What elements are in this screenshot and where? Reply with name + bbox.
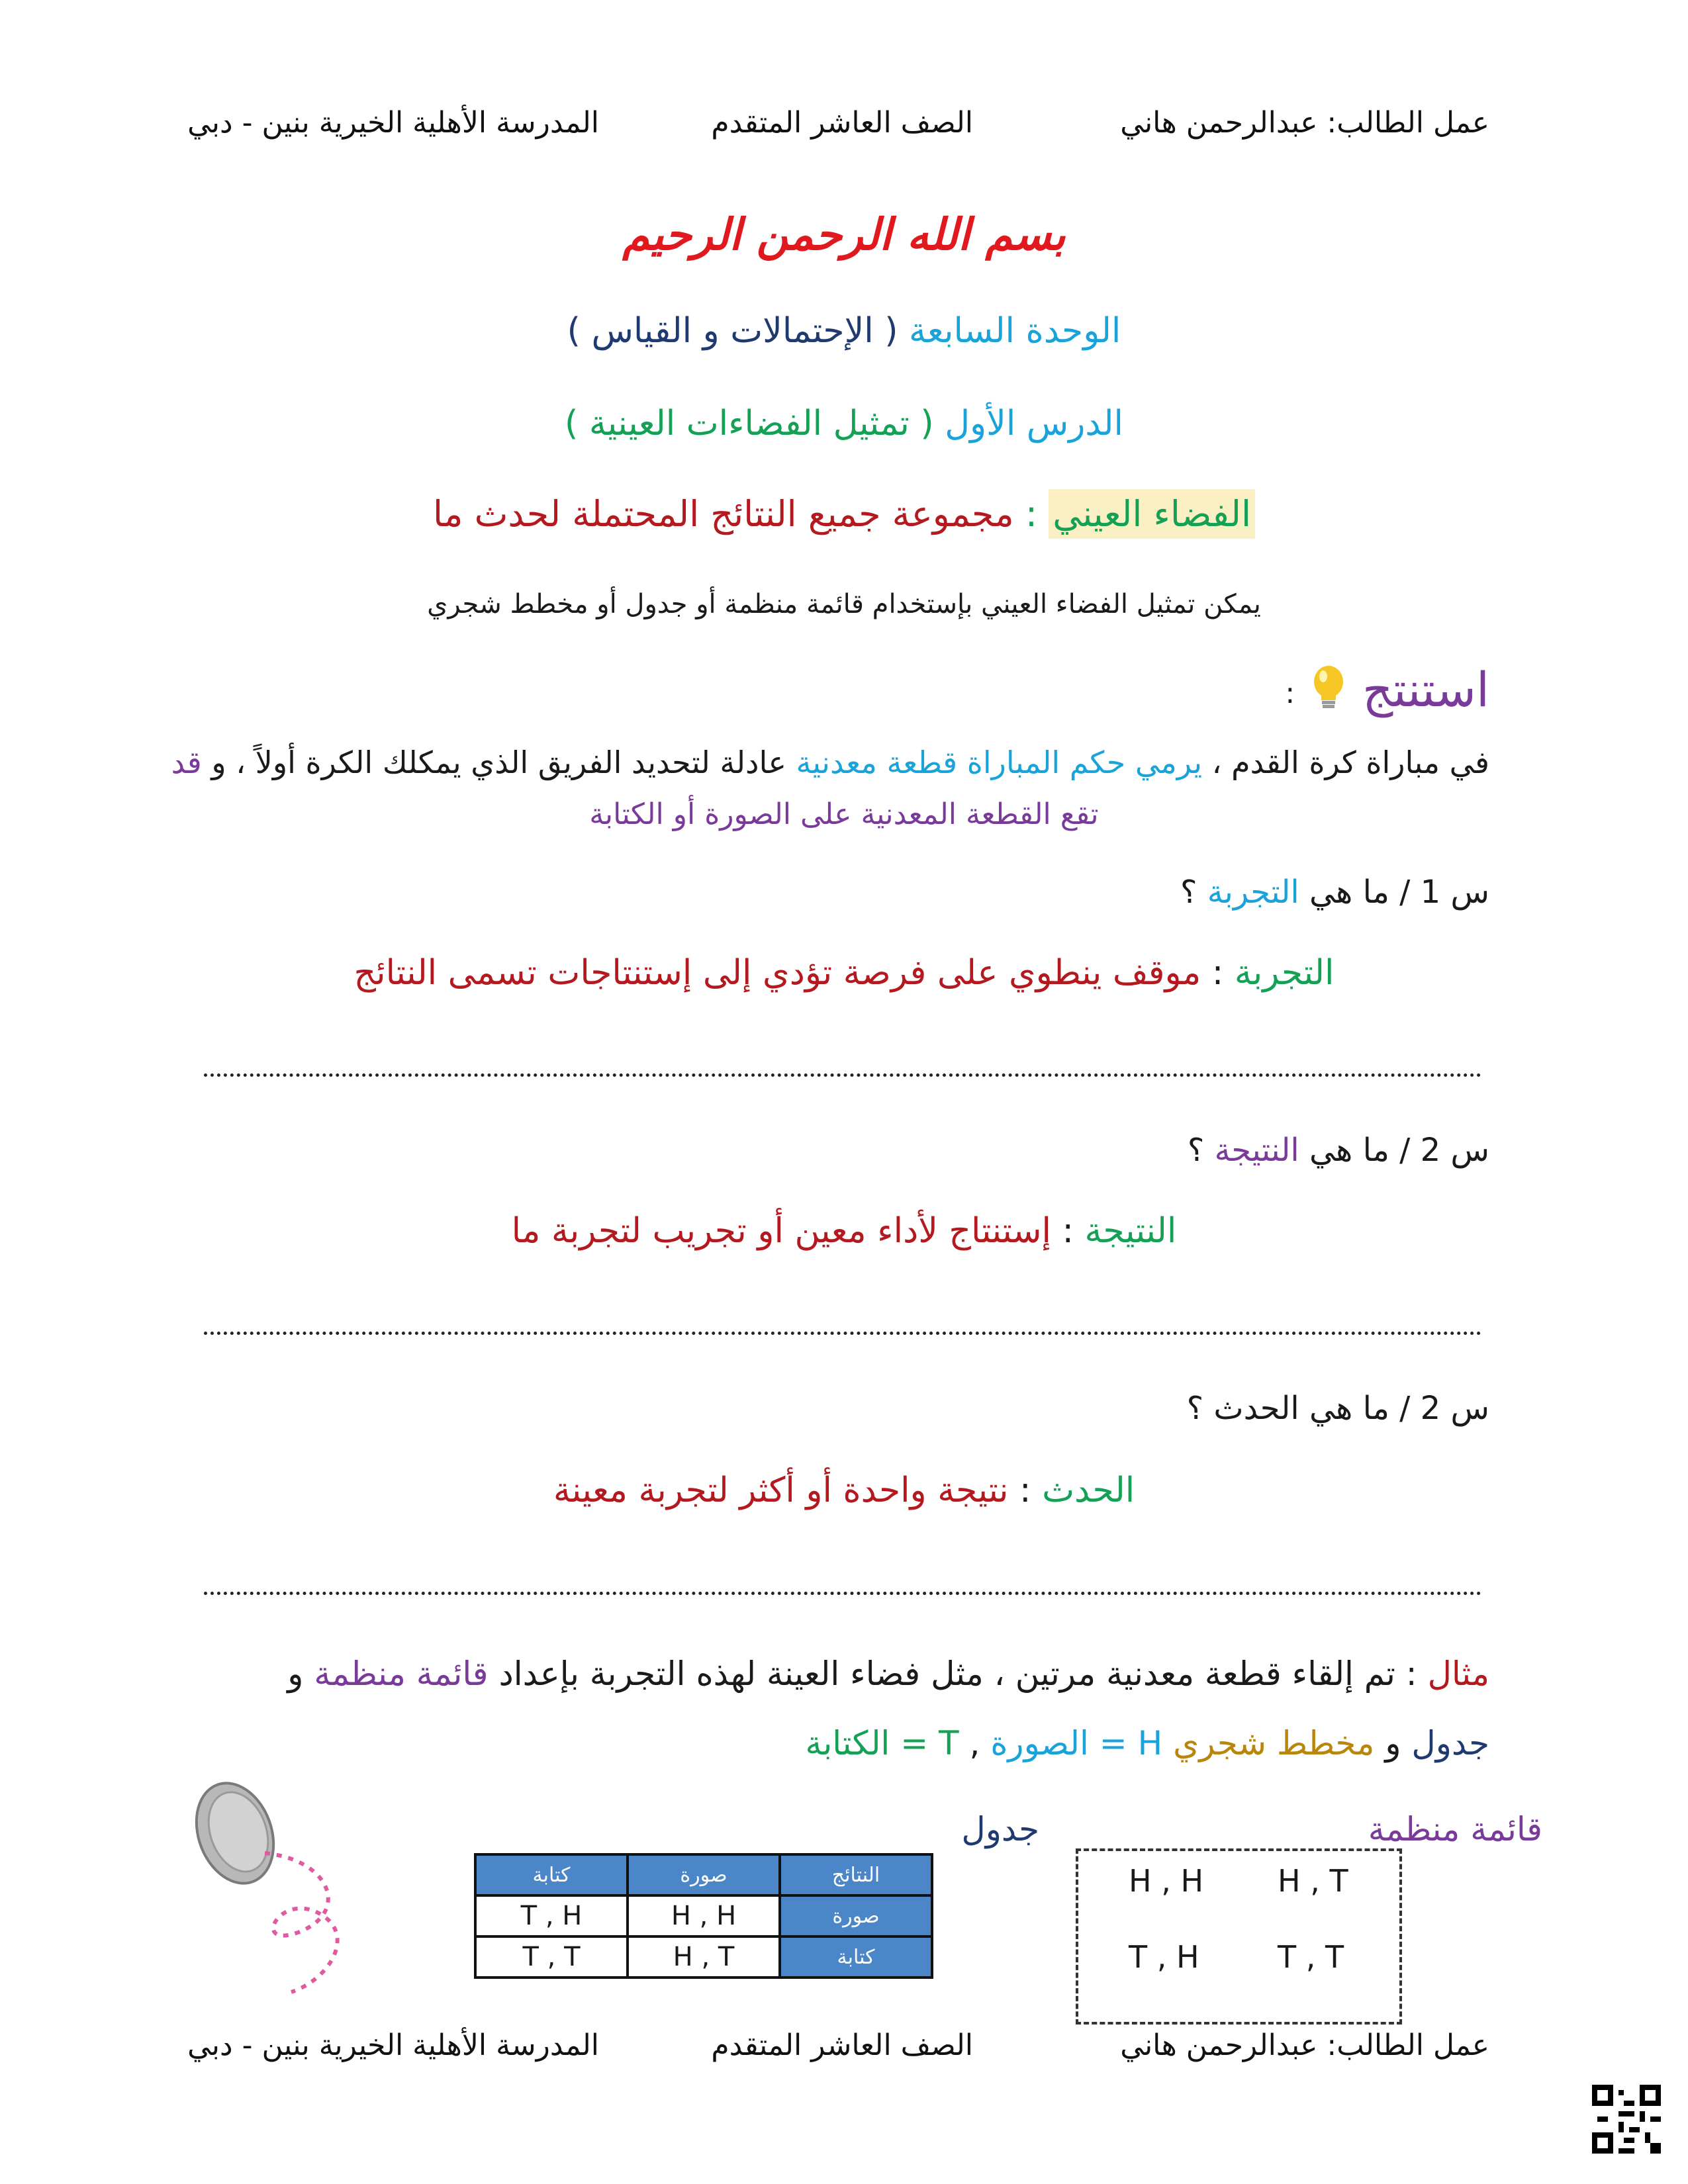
q1-suffix: ؟ <box>1180 874 1207 911</box>
scenario-line2: تقع القطعة المعدنية على الصورة أو الكتابة <box>589 797 1099 831</box>
table-header-cell: كتابة <box>475 1854 628 1895</box>
list-item: H , T <box>1278 1863 1348 1899</box>
outcome-table <box>474 1853 933 1979</box>
example-list-term: قائمة منظمة <box>314 1655 489 1693</box>
explore-heading <box>1285 662 1489 722</box>
basmala: بسم الله الرحمن الرحيم <box>622 208 1066 260</box>
coin-illustration <box>179 1780 377 2008</box>
q3-question <box>1187 1390 1489 1427</box>
scenario-part4: قد <box>171 745 202 780</box>
table-row <box>475 1895 932 1936</box>
note: يمكن تمثيل الفضاء العيني بإستخدام قائمة منظمة أو جدول أو مخطط شجري <box>427 589 1261 619</box>
q3-answer-text: نتيجة واحدة أو أكثر لتجربة معينة <box>553 1471 1009 1510</box>
table-header-cell: صورة <box>628 1854 780 1895</box>
q2-answer-term: النتيجة <box>1084 1211 1177 1251</box>
qr-code-icon <box>1592 2085 1661 2156</box>
table-header-cell: النتائج <box>780 1854 932 1895</box>
unit-title: ( الإحتمالات و القياس ) <box>567 311 898 351</box>
example-text: : تم إلقاء قطعة معدنية مرتين ، مثل فضاء العينة لهذه التجربة بإعداد <box>488 1655 1428 1693</box>
organized-list-box <box>1076 1848 1402 2025</box>
definition-text: مجموعة جميع النتائج المحتملة لحدث ما <box>433 493 1014 535</box>
example-tree-term: مخطط شجري <box>1173 1724 1375 1762</box>
table-cell: T , T <box>475 1936 628 1978</box>
q1-prefix: س 1 / ما هي <box>1299 874 1489 911</box>
lesson-heading <box>0 404 1688 443</box>
q1-term: التجربة <box>1207 874 1299 911</box>
example-t-def: T = الكتابة <box>805 1724 959 1762</box>
example-and2: و <box>1374 1724 1412 1762</box>
table-cell: H , H <box>628 1895 780 1936</box>
definition-term: الفضاء العيني <box>1049 489 1255 539</box>
example-h-def: H = الصورة <box>980 1724 1174 1762</box>
example-table-term: جدول <box>1411 1724 1489 1762</box>
q3-prefix: س 2 / ما هي الحدث <box>1213 1390 1489 1427</box>
unit-label: الوحدة السابعة <box>909 311 1121 351</box>
example-line2 <box>806 1724 1489 1762</box>
footer-school: المدرسة الأهلية الخيرية بنين - دبي <box>187 2028 599 2062</box>
divider-2 <box>204 1332 1481 1335</box>
q3-answer <box>0 1471 1688 1510</box>
list-item: T , T <box>1278 1939 1344 1975</box>
example-label: مثال <box>1427 1655 1489 1693</box>
scenario-part1: في مباراة كرة القدم ، <box>1202 745 1489 780</box>
q2-answer-text: إستنتاج لأداء معين أو تجريب لتجربة ما <box>511 1211 1051 1251</box>
example-line1 <box>287 1655 1489 1693</box>
table-cell: T , H <box>475 1895 628 1936</box>
table-row <box>475 1936 932 1978</box>
q1-answer-text: موقف ينطوي على فرصة تؤدي إلى إستنتاجات تسمى النتائج <box>353 953 1201 993</box>
q3-answer-sep: : <box>1008 1471 1043 1510</box>
q1-question <box>1180 874 1489 911</box>
example-and1: و <box>287 1655 314 1693</box>
explore-title: استنتج <box>1362 662 1489 717</box>
table-row-header: كتابة <box>780 1936 932 1978</box>
explore-colon: : <box>1285 676 1295 710</box>
header-school: المدرسة الأهلية الخيرية بنين - دبي <box>187 106 599 140</box>
example-comma: , <box>959 1724 980 1762</box>
list-item: T , H <box>1129 1939 1199 1975</box>
divider-3 <box>204 1592 1481 1595</box>
q2-answer <box>0 1211 1688 1251</box>
header-student: عمل الطالب: عبدالرحمن هاني <box>1120 106 1489 140</box>
q1-answer-term: التجربة <box>1234 953 1335 993</box>
divider-1 <box>204 1073 1481 1077</box>
definition-sep: : <box>1013 493 1049 535</box>
lesson-title: ( تمثيل الفضاءات العينية ) <box>565 404 934 443</box>
scenario-part3: عادلة لتحديد الفريق الذي يمكلك الكرة أولاً ، و <box>201 745 796 780</box>
q3-suffix: ؟ <box>1186 1390 1214 1427</box>
table-title: جدول <box>961 1810 1039 1848</box>
table-header-row <box>475 1854 932 1895</box>
scenario-part2: يرمي حكم المباراة قطعة معدنية <box>796 745 1202 780</box>
q2-term: النتيجة <box>1214 1132 1299 1169</box>
q2-answer-sep: : <box>1051 1211 1085 1251</box>
q3-answer-term: الحدث <box>1042 1471 1135 1510</box>
lightbulb-icon <box>1310 664 1347 722</box>
footer-student: عمل الطالب: عبدالرحمن هاني <box>1120 2028 1489 2062</box>
header-grade: الصف العاشر المتقدم <box>711 106 973 140</box>
q1-answer <box>0 953 1688 993</box>
q1-answer-sep: : <box>1201 953 1235 993</box>
lesson-label: الدرس الأول <box>945 404 1123 443</box>
scenario-line1 <box>171 745 1489 780</box>
list-title: قائمة منظمة <box>1368 1810 1542 1848</box>
q2-suffix: ؟ <box>1187 1132 1215 1169</box>
footer-grade: الصف العاشر المتقدم <box>711 2028 973 2062</box>
table-cell: H , T <box>628 1936 780 1978</box>
definition <box>0 493 1688 535</box>
list-item: H , H <box>1129 1863 1204 1899</box>
table-row-header: صورة <box>780 1895 932 1936</box>
unit-heading <box>0 311 1688 351</box>
q2-prefix: س 2 / ما هي <box>1299 1132 1489 1169</box>
q2-question <box>1188 1132 1489 1169</box>
